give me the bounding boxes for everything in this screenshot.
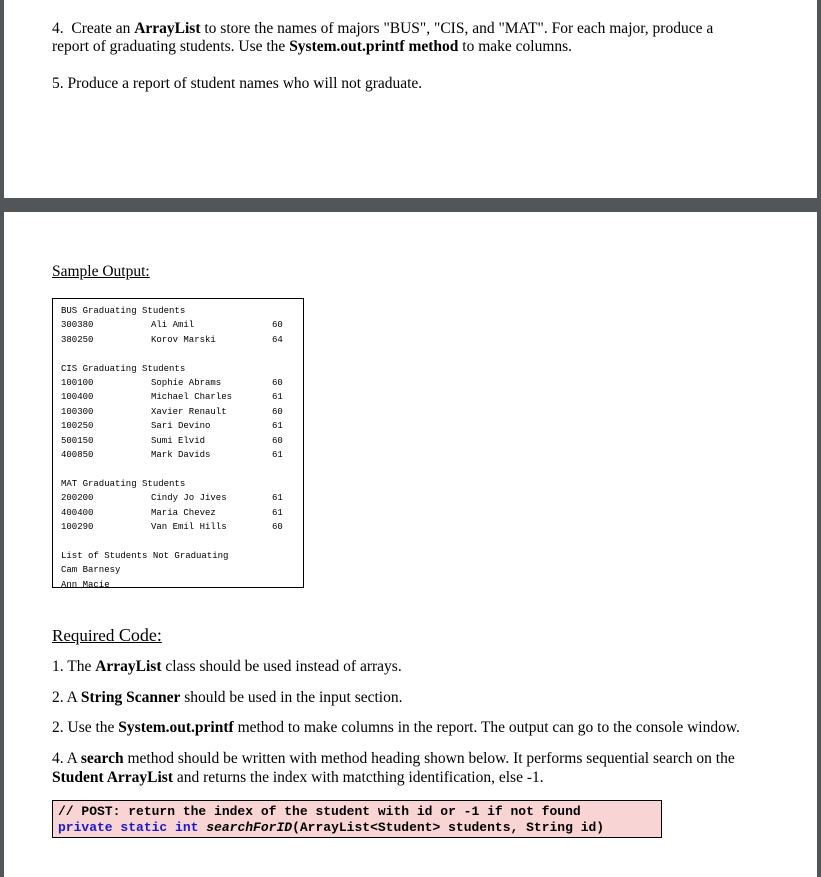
code-snippet-box [52,800,662,838]
student-id: 100100 [61,378,94,388]
section-title: BUS Graduating Students [61,306,186,316]
student-name: Sari Devino [151,421,211,432]
item-4-line-2: report of graduating students. Use the System.out.printf method to make columns. [52,38,573,55]
document-page-2 [4,212,817,877]
student-score: 61 [272,450,283,460]
student-id: 100250 [61,421,94,432]
requirement-1: 1. The ArrayList class should be used instead of arrays. [52,658,402,675]
student-score: 61 [272,421,283,432]
student-score: 60 [272,406,283,417]
requirement-4-line-1: 4. A search method should be written with method heading shown below. It performs sequential search on the [52,750,735,767]
sample-output-heading: Sample Output: [52,263,150,280]
section-title: CIS Graduating Students [61,363,186,374]
student-score: 61 [272,392,283,403]
student-name: Korov Marski [151,334,216,345]
student-score: 60 [272,320,283,331]
student-name: Maria Chevez [151,507,216,518]
student-score: 61 [272,493,283,504]
student-id: 400850 [61,450,94,460]
item-5: 5. Produce a report of student names who will not graduate. [52,75,423,92]
sample-output-box [52,298,304,588]
student-id: 300380 [61,320,94,331]
student-score: 60 [272,435,283,446]
student-name: Cindy Jo Jives [151,493,227,504]
item-4-line-1: 4. Create an ArrayList to store the names of majors "BUS", "CIS, and "MAT". For each major, produce a [52,20,714,37]
student-id: 500150 [61,435,94,446]
student-score: 60 [272,522,283,532]
requirement-3: 2. Use the System.out.printf method to make columns in the report. The output can go to the console window. [52,719,740,736]
student-score: 64 [272,334,283,345]
student-id: 200200 [61,493,94,504]
required-code-heading: Required Code: [52,625,162,645]
student-name: Sumi Elvid [151,435,206,446]
code-signature-line: private static int searchForID(ArrayList<Student> students, String id) [58,820,605,835]
student-name: Van Emil Hills [151,522,227,532]
requirement-4-line-2: Student ArrayList and returns the index with matcthing identification, else -1. [52,769,544,786]
student-name: Mark Davids [151,450,211,460]
student-id: 380250 [61,334,94,345]
student-id: 400400 [61,507,94,518]
document-page-1 [4,0,817,198]
student-id: 100290 [61,522,94,532]
section-title: MAT Graduating Students [61,478,186,489]
student-name: Michael Charles [151,392,233,403]
student-name: Sophie Abrams [151,378,222,388]
requirement-2: 2. A String Scanner should be used in the input section. [52,689,403,706]
student-id: 100300 [61,406,94,417]
student-score: 60 [272,378,283,388]
student-name: Xavier Renault [151,406,227,417]
code-comment-line: // POST: return the index of the student with id or -1 if not found [58,804,581,819]
not-graduating-name: Cam Barnesy [61,565,121,576]
not-graduating-title: List of Students Not Graduating [61,550,229,561]
student-id: 100400 [61,392,94,403]
student-score: 61 [272,507,283,518]
student-name: Ali Amil [151,320,195,331]
not-graduating-name: Ann Macie [61,579,110,588]
